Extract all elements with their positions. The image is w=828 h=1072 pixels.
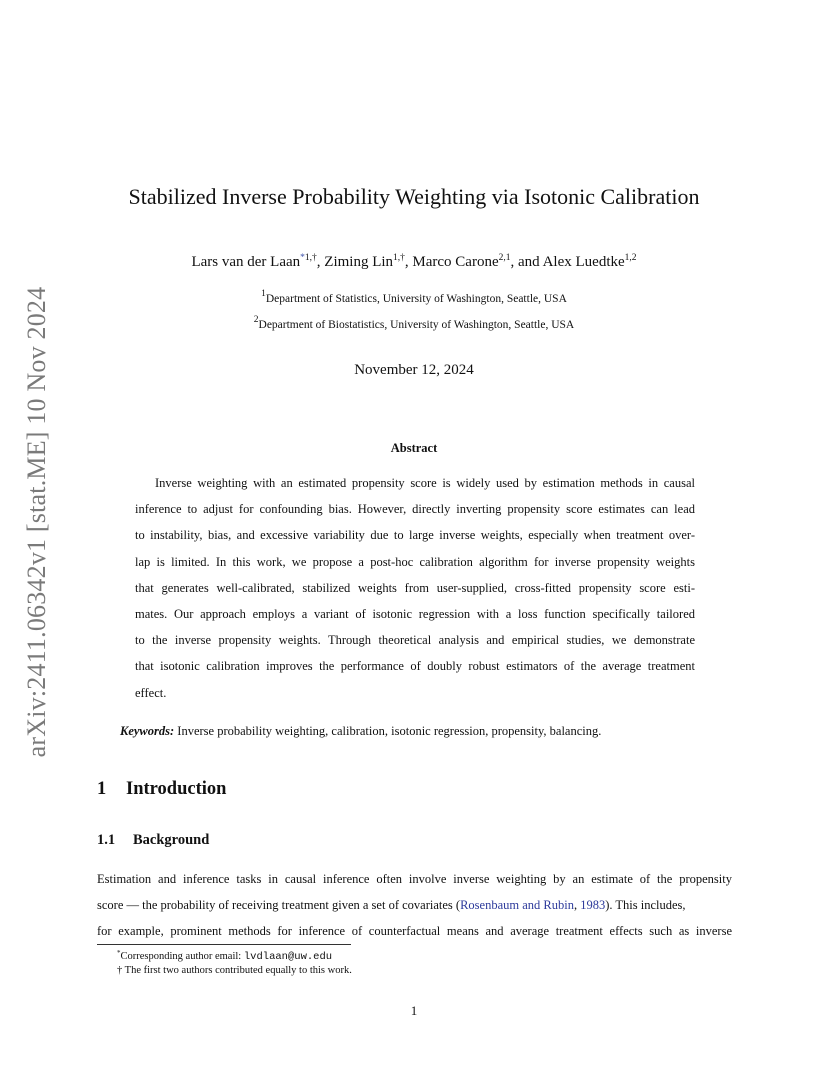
author-email[interactable]: lvdlaan@uw.edu — [243, 951, 333, 963]
abstract-text — [135, 470, 695, 706]
citation-year-link[interactable]: 1983 — [580, 898, 606, 913]
subsection-title: Background — [133, 832, 210, 848]
keywords — [120, 722, 601, 740]
body-line: Estimation and inference tasks in causal inference often involve inverse weighting by an estimate of the propensity — [97, 872, 732, 886]
author-list: Lars van der Laan$^{*1,\dagger}$, Ziming Lin$^{1,\dagger}$, Marco Carone$^{2,1}$, and Alex Luedtke$^{1,2}$ — [191, 253, 637, 270]
abstract-heading: Abstract — [390, 441, 438, 455]
author-affiliation-sup: 1,† — [304, 253, 317, 263]
footnote-equal-contribution: † The first two authors contributed equally to this work. — [117, 965, 352, 976]
subsection-number: 1.1 — [97, 832, 116, 848]
abstract-line: mates. Our approach employs a variant of isotonic regression with a loss function specifically tailored — [135, 606, 695, 621]
abstract-line: effect. — [135, 685, 167, 700]
body-line: score — the probability of receiving treatment given a set of covariates (Rosenbaum and Rubin, 1983). This includes, — [97, 898, 686, 913]
abstract-line: that generates well-calibrated, stabilized weights from user-supplied, cross-fitted propensity score esti- — [135, 580, 695, 595]
arxiv-identifier-stamp: arXiv:2411.06342v1 [stat.ME] 10 Nov 2024 — [22, 286, 51, 758]
affiliation-1: $^1$Department of Statistics, University of Washington, Seattle, USA — [261, 289, 567, 305]
footnote-corresponding: *Corresponding author email: lvdlaan@uw.edu — [117, 949, 333, 963]
author-name: Marco Carone — [412, 254, 499, 270]
paper-title: Stabilized Inverse Probability Weighting via Isotonic Calibration — [128, 184, 700, 209]
section-heading — [97, 777, 226, 801]
author-name: Ziming Lin — [324, 254, 394, 270]
abstract-line: to the inverse propensity weights. Through theoretical analysis and empirical studies, we demonstrate — [135, 633, 695, 648]
author-name: Alex Luedtke — [542, 254, 625, 270]
author-affiliation-sup: 2,1 — [498, 253, 511, 263]
abstract-line: lap is limited. In this work, we propose a post-hoc calibration algorithm for inverse propensity weights — [135, 554, 695, 569]
corresponding-author-mark[interactable]: * — [300, 253, 305, 263]
abstract-line: inference to adjust for confounding bias. However, directly inverting propensity score estimates can lead — [135, 502, 695, 517]
page-number: 1 — [410, 1003, 418, 1018]
paper-date: November 12, 2024 — [354, 362, 474, 378]
keywords-label: Keywords: — [120, 724, 175, 738]
author-affiliation-sup: 1,2 — [624, 253, 637, 263]
body-line: for example, prominent methods for inference of counterfactual means and average treatment effects such as inverse — [97, 924, 732, 939]
subsection-heading — [97, 830, 209, 850]
keywords-text: Inverse probability weighting, calibration, isotonic regression, propensity, balancing. — [177, 724, 602, 738]
body-paragraph — [97, 866, 732, 945]
section-number: 1 — [97, 779, 107, 799]
abstract-line: Inverse weighting with an estimated propensity score is widely used by estimation methods in causal — [155, 476, 695, 490]
section-title: Introduction — [126, 779, 227, 799]
abstract-line: that isotonic calibration improves the performance of doubly robust estimators of the average treatment — [135, 659, 695, 674]
citation-link[interactable]: Rosenbaum and Rubin — [460, 898, 574, 913]
author-affiliation-sup: 1,† — [393, 253, 405, 263]
abstract-line: to instability, bias, and excessive variability due to large inverse weights, especially when treatment over- — [135, 528, 695, 543]
footnote-rule — [97, 944, 351, 945]
affiliation-2: $^2$Department of Biostatistics, University of Washington, Seattle, USA — [253, 315, 575, 331]
author-name: Lars van der Laan — [191, 254, 301, 270]
